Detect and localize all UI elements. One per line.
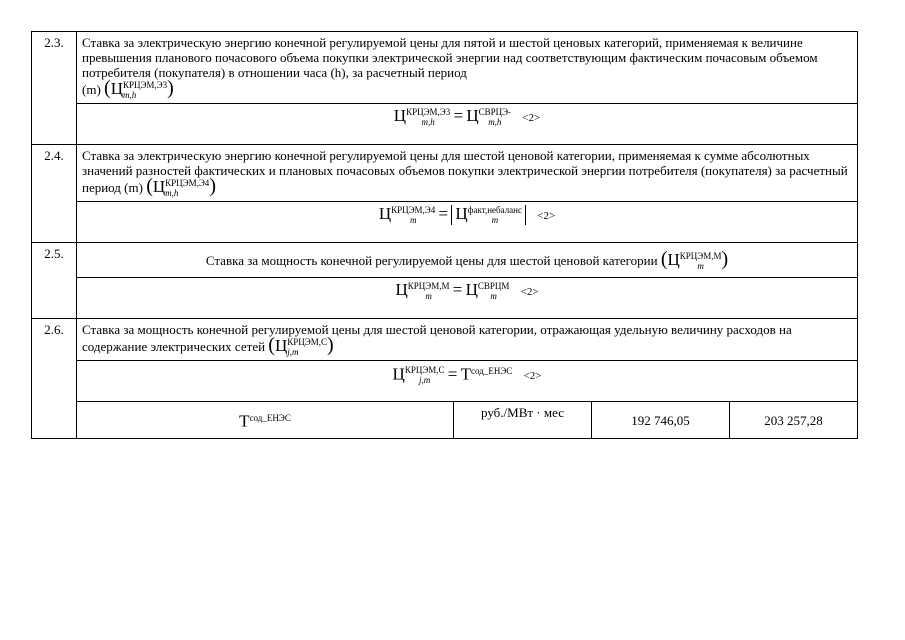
tariff-table xyxy=(31,31,858,439)
footnote-ref: <2> xyxy=(522,112,541,124)
symbol-subscript: m,h xyxy=(165,188,179,198)
symbol: Ц xyxy=(110,79,123,98)
formula-rhs-sub: m xyxy=(491,215,499,225)
formula-rhs-sup: СВРЦЭ- xyxy=(478,107,512,117)
symbol-subscript: m xyxy=(697,261,704,271)
value-cell-2: 203 257,28 xyxy=(730,402,858,439)
footnote-ref: <2> xyxy=(523,370,542,383)
value-label xyxy=(77,402,454,439)
row-description: Ставка за мощность конечной регулируемой цены для шестой ценовой категории, отражающая удельную величину расходов на содержание электрических сетей (Ц КРЦЭМ,С j,m ) xyxy=(77,319,858,361)
table-row xyxy=(32,243,858,278)
formula xyxy=(77,202,858,243)
value-symbol: Т xyxy=(239,411,250,431)
formula-rhs-sub: m xyxy=(490,291,497,301)
symbol: Ц xyxy=(274,336,288,355)
formula xyxy=(77,104,858,145)
symbol: Ц xyxy=(152,177,166,196)
formula-lhs: Ц xyxy=(393,106,407,125)
value-symbol-sup: сод_ЕНЭС xyxy=(249,412,291,423)
formula-lhs: Ц xyxy=(395,280,408,299)
formula-lhs-sup: КРЦЭМ,М xyxy=(407,281,450,291)
formula-rhs-sup: факт,небаланс xyxy=(467,205,522,215)
row-number: 2.4. xyxy=(32,145,77,243)
description-tail: (m) xyxy=(82,82,101,97)
formula-rhs: Ц xyxy=(465,280,478,299)
formula xyxy=(77,278,858,319)
formula-lhs-sub: m,h xyxy=(421,117,435,127)
formula-row xyxy=(32,278,858,319)
unit-cell: руб./МВт · мес xyxy=(454,402,592,439)
symbol-subscript: m,h xyxy=(122,90,137,100)
row-number: 2.3. xyxy=(32,32,77,145)
formula-rhs: Т xyxy=(460,364,472,384)
formula-row xyxy=(32,361,858,402)
formula-lhs-sup: КРЦЭМ,Э4 xyxy=(391,205,436,215)
value-row xyxy=(32,402,858,439)
formula-lhs-sub: m xyxy=(409,215,417,225)
symbol-superscript: КРЦЭМ,С xyxy=(287,337,327,347)
table-row xyxy=(32,32,858,104)
symbol-subscript: j,m xyxy=(287,347,299,357)
row-description: Ставка за электрическую энергию конечной регулируемой цены для шестой ценовой категории, применяемая к сумме абсолютных значений разностей фактических и плановых почасовых объемов покупки электрической энергии потребителя (покупателя) за расчетный период (m) (Ц КРЦЭМ,Э4 m,h ) xyxy=(77,145,858,202)
formula-eq: = xyxy=(438,204,449,223)
formula-rhs: Ц xyxy=(466,106,479,125)
row-description: Ставка за электрическую энергию конечной регулируемой цены для пятой и шестой ценовых категорий, применяемая к величине превышения планового почасового объема покупки электрической энергии над соответствующим фактическим почасовым объемом потребителя (покупателя) в отношении часа (h), за расчетный период (m) (Ц КРЦЭМ,Э3 m,h ) xyxy=(77,32,858,104)
row-number: 2.5. xyxy=(32,243,77,319)
formula-eq: = xyxy=(453,106,464,125)
formula-rhs-sub: m,h xyxy=(488,117,502,127)
symbol-superscript: КРЦЭМ,Э3 xyxy=(122,80,168,90)
formula xyxy=(77,361,858,402)
formula-lhs: Ц xyxy=(392,364,405,384)
description-text: Ставка за электрическую энергию конечной регулируемой цены для шестой ценовой категории, применяемая к сумме абсолютных значений разностей фактических и плановых почасовых объемов покупки электрической энергии потребителя (покупателя) за расчетный период (m) xyxy=(82,148,848,195)
symbol: Ц xyxy=(667,250,680,269)
formula-rhs-sup: сод_ЕНЭС xyxy=(471,366,513,376)
absolute-value-bars xyxy=(451,205,526,225)
value-cell-1: 192 746,05 xyxy=(592,402,730,439)
table-row xyxy=(32,145,858,202)
formula-row xyxy=(32,202,858,243)
formula-eq: = xyxy=(452,280,463,299)
formula-rhs: Ц xyxy=(455,204,468,223)
formula-lhs-sup: КРЦЭМ,Э3 xyxy=(406,107,451,117)
formula-lhs: Ц xyxy=(378,204,392,223)
formula-lhs-sub: j,m xyxy=(419,375,431,386)
description-text: Ставка за электрическую энергию конечной регулируемой цены для пятой и шестой ценовых категорий, применяемая к величине превышения планового почасового объема покупки электрической энергии над соответствующим фактическим почасовым объемом потребителя (покупателя) в отношении часа (h), за расчетный период xyxy=(82,35,818,80)
table-row xyxy=(32,319,858,361)
description-text: Ставка за мощность конечной регулируемой цены для шестой ценовой категории, отражающая удельную величину расходов на содержание электрических сетей xyxy=(82,322,792,354)
symbol-superscript: КРЦЭМ,М xyxy=(679,251,722,261)
row-number: 2.6. xyxy=(32,319,77,439)
formula-row xyxy=(32,104,858,145)
formula-lhs-sup: КРЦЭМ,С xyxy=(404,365,445,376)
row-description: Ставка за мощность конечной регулируемой цены для шестой ценовой категории (Ц КРЦЭМ,М m ) xyxy=(77,243,858,278)
formula-eq: = xyxy=(447,364,458,384)
symbol-superscript: КРЦЭМ,Э4 xyxy=(165,178,210,188)
description-text: Ставка за мощность конечной регулируемой цены для шестой ценовой категории xyxy=(205,253,658,268)
formula-lhs-sub: m xyxy=(425,291,432,301)
formula-rhs-sup: СВРЦМ xyxy=(477,281,510,291)
footnote-ref: <2> xyxy=(537,210,556,222)
footnote-ref: <2> xyxy=(520,286,539,298)
